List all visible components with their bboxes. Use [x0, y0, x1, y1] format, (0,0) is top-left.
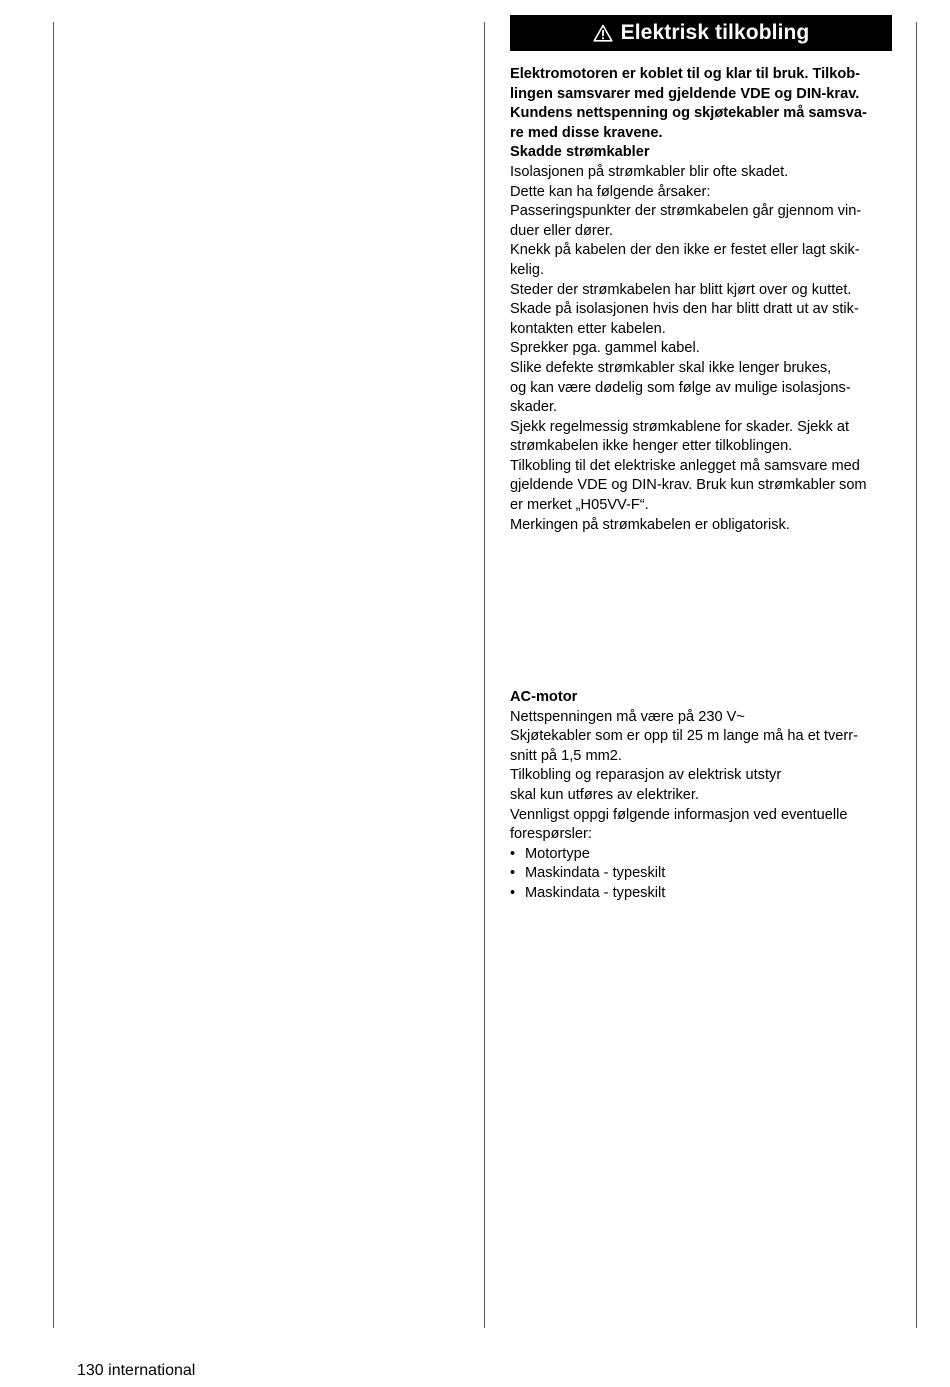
column-divider-rule [484, 22, 485, 1328]
list-item: • Maskindata - typeskilt [510, 864, 892, 884]
warning-triangle-icon [593, 24, 613, 42]
body-line: Sprekker pga. gammel kabel. [510, 340, 700, 357]
body-line: er merket „H05VV-F“. [510, 497, 649, 514]
body-line: kontakten etter kabelen. [510, 320, 666, 337]
body-line: snitt på 1,5 mm2. [510, 747, 622, 764]
body-line: Merkingen på strømkabelen er obligatorisk. [510, 516, 790, 533]
left-margin-rule [53, 22, 54, 1328]
body-line: Passeringspunkter der strømkabelen går gjennom vin- [510, 203, 862, 220]
page-number-footer: 130 international [77, 1362, 196, 1379]
body-line: Slike defekte strømkabler skal ikke lenger brukes, [510, 359, 832, 376]
body-line: gjeldende VDE og DIN-krav. Bruk kun strømkabler som [510, 477, 867, 494]
body-line: Sjekk regelmessig strømkablene for skader. Sjekk at [510, 418, 850, 435]
right-margin-rule [916, 22, 917, 1328]
body-line: forespørsler: [510, 826, 592, 843]
body-line: Steder der strømkabelen har blitt kjørt over og kuttet. [510, 281, 852, 298]
body-line: Tilkobling til det elektriske anlegget må samsvare med [510, 457, 860, 474]
body-line: Nettspenningen må være på 230 V~ [510, 708, 745, 725]
intro-line: Elektromotoren er koblet til og klar til bruk. Tilkob- [510, 66, 861, 82]
body-line: Isolasjonen på strømkabler blir ofte skadet. [510, 163, 789, 180]
body-line: og kan være dødelig som følge av mulige isolasjons- [510, 379, 851, 396]
body-line: skal kun utføres av elektriker. [510, 786, 699, 803]
ac-motor-heading: AC-motor [510, 689, 578, 705]
intro-line: re med disse kravene. [510, 124, 663, 141]
body-line: Tilkobling og reparasjon av elektrisk utstyr [510, 767, 782, 784]
damaged-cables-heading: Skadde strømkabler [510, 144, 650, 161]
section-header-bar [510, 15, 892, 51]
intro-paragraph [510, 65, 892, 143]
ac-motor-section [510, 688, 892, 904]
list-item: • Maskindata - typeskilt [510, 884, 892, 904]
required-info-list [510, 845, 892, 904]
body-line: Knekk på kabelen der den ikke er festet eller lagt skik- [510, 242, 860, 259]
intro-line: lingen samsvarer med gjeldende VDE og DIN-krav. [510, 85, 860, 102]
body-line: kelig. [510, 261, 545, 278]
section-title: Elektrisk tilkobling [620, 21, 810, 45]
list-item: • Motortype [510, 845, 892, 865]
damaged-cables-body [510, 163, 892, 535]
body-line: Skjøtekabler som er opp til 25 m lange må ha et tverr- [510, 728, 858, 745]
body-line: strømkabelen ikke henger etter tilkoblingen. [510, 438, 793, 455]
intro-line: Kundens nettspenning og skjøtekabler må samsva- [510, 105, 867, 122]
electrical-connection-section [510, 15, 892, 535]
body-line: Vennligst oppgi følgende informasjon ved eventuelle [510, 806, 848, 823]
body-line: duer eller dører. [510, 222, 614, 239]
body-line: Skade på isolasjonen hvis den har blitt dratt ut av stik- [510, 301, 859, 318]
body-line: skader. [510, 399, 558, 416]
body-line: Dette kan ha følgende årsaker: [510, 183, 711, 200]
